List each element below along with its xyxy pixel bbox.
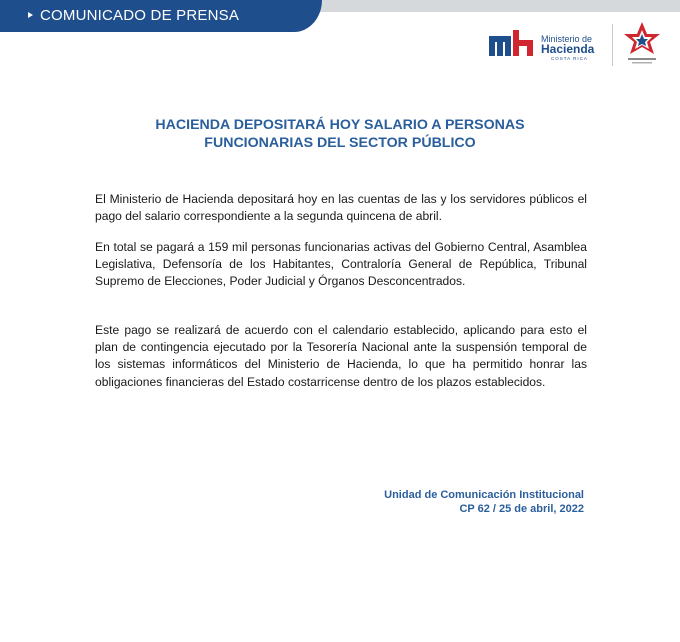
body-paragraph-1: El Ministerio de Hacienda depositará hoy en las cuentas de las y los servidores públicos el pago del salario correspondiente a la segunda quincena de abril. bbox=[95, 192, 587, 224]
government-seal-icon bbox=[620, 20, 664, 68]
logo-line1: Ministerio de bbox=[541, 34, 593, 44]
body-paragraph-2: En total se pagará a 159 mil personas funcionarias activas del Gobierno Central, Asamblea Legislativa, Defensoría de los Habitantes, Contraloría General de República, Tribunal Supremo de Elecciones, Poder Judicial y Órganos Desconcentrados. bbox=[95, 240, 587, 289]
arrow-right-icon bbox=[28, 12, 33, 18]
document-footer bbox=[300, 488, 584, 516]
logo-line2: Hacienda bbox=[541, 42, 595, 56]
title-line-1: HACIENDA DEPOSITARÁ HOY SALARIO A PERSONAS bbox=[155, 117, 525, 133]
banner-label: COMUNICADO DE PRENSA bbox=[40, 7, 240, 24]
press-release-banner bbox=[0, 0, 322, 32]
page-title bbox=[60, 116, 620, 152]
footer-reference: CP 62 / 25 de abril, 2022 bbox=[459, 503, 584, 515]
logo-divider bbox=[612, 24, 613, 66]
logo-line3: COSTA RICA bbox=[551, 56, 588, 61]
footer-unit: Unidad de Comunicación Institucional bbox=[384, 489, 584, 501]
mh-mark-icon bbox=[489, 30, 533, 56]
title-line-2: FUNCIONARIAS DEL SECTOR PÚBLICO bbox=[204, 135, 476, 151]
ministerio-hacienda-logo bbox=[489, 28, 609, 68]
body-paragraph-3: Este pago se realizará de acuerdo con el calendario establecido, aplicando para esto el plan de contingencia ejecutado por la Tesorería Nacional ante la suspensión temporal de los sistemas informáticos del Ministerio de Hacienda, lo que ha permitido honrar las obligaciones financieras del Estado costarricense dentro de los plazos establecidos. bbox=[95, 323, 587, 389]
